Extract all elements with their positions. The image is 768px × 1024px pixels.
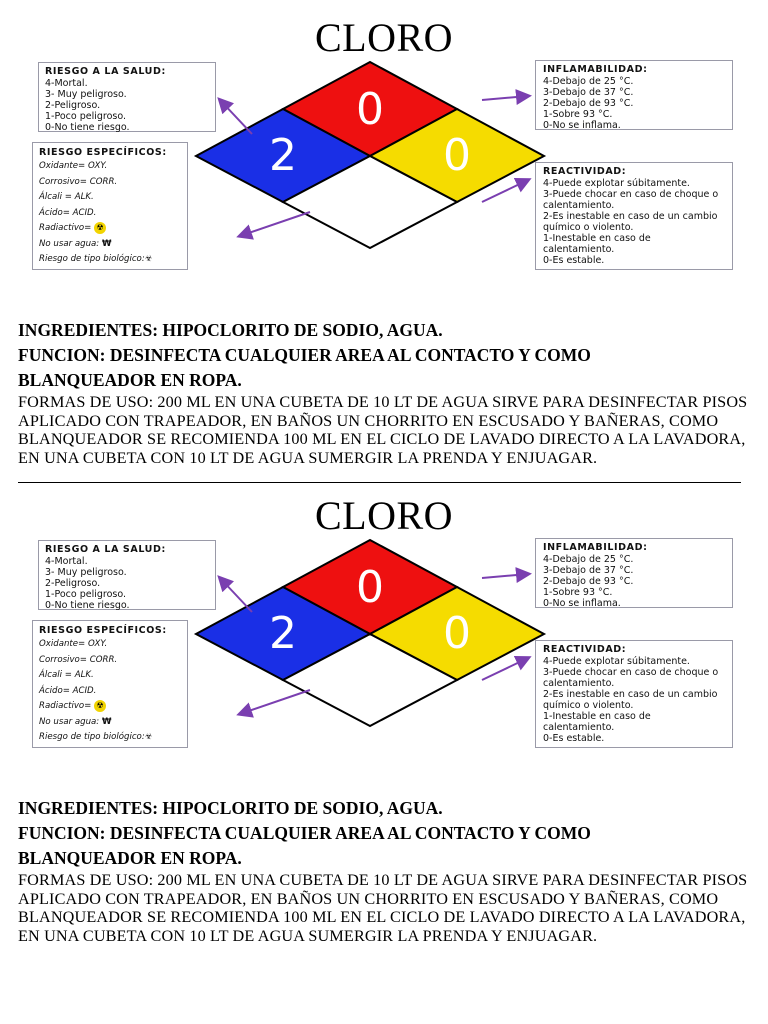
specific-item-label: No usar agua: [39, 716, 100, 727]
specific-item: Álcali = ALK. [39, 192, 94, 202]
specific-item: Oxidante= OXY. [39, 161, 108, 171]
health-risk-header: RIESGO A LA SALUD: [45, 544, 166, 555]
nfpa-reactivity-value: 0 [443, 130, 471, 181]
reactivity-item: 3-Puede chocar en caso de choque o calentamiento. [543, 189, 719, 211]
specific-risk-box [32, 142, 188, 270]
flammability-item: 0-No se inflama. [543, 598, 621, 609]
usage-line: FORMAS DE USO: 200 ML EN UNA CUBETA DE 10 LT DE AGUA SIRVE PARA DESINFECTAR PISOS [18, 393, 748, 411]
chlorine-label-bottom [0, 478, 768, 950]
function-line: FUNCION: DESINFECTA CUALQUIER AREA AL CONTACTO Y COMO [18, 345, 591, 365]
arrow-to-health [220, 578, 252, 612]
ingredients-line: INGREDIENTES: HIPOCLORITO DE SODIO, AGUA. [18, 320, 443, 340]
reactivity-item: 0-Es estable. [543, 733, 605, 744]
specific-item [39, 237, 181, 253]
biohazard-icon: ☣ [144, 254, 153, 264]
product-text [18, 318, 758, 467]
reactivity-item: 2-Es inestable en caso de un cambio químico o violento. [543, 689, 718, 711]
flammability-item: 3-Debajo de 37 °C. [543, 87, 634, 98]
reactivity-item: 3-Puede chocar en caso de choque o calentamiento. [543, 667, 719, 689]
arrow-to-health [220, 100, 252, 134]
usage-line: FORMAS DE USO: 200 ML EN UNA CUBETA DE 10 LT DE AGUA SIRVE PARA DESINFECTAR PISOS [18, 871, 748, 889]
reactivity-item: 1-Inestable en caso de calentamiento. [543, 233, 651, 255]
radiation-icon: ☢ [94, 222, 106, 234]
specific-item-label: Riesgo de tipo biológico: [39, 732, 145, 742]
health-risk-header: RIESGO A LA SALUD: [45, 66, 166, 77]
specific-item-label: No usar agua: [39, 238, 100, 249]
arrow-to-special [240, 212, 310, 236]
flammability-item: 2-Debajo de 93 °C. [543, 98, 634, 109]
no-water-icon: ₩ [101, 238, 112, 249]
health-item: 0-No tiene riesgo. [45, 600, 130, 611]
function-line: FUNCION: DESINFECTA CUALQUIER AREA AL CONTACTO Y COMO [18, 823, 591, 843]
no-water-icon: ₩ [101, 716, 112, 727]
flammability-item: 1-Sobre 93 °C. [543, 109, 613, 120]
specific-risk-header: RIESGO ESPECÍFICOS: [39, 147, 167, 158]
biohazard-icon: ☣ [144, 732, 153, 742]
arrow-to-flammability [482, 96, 528, 100]
specific-item: Oxidante= OXY. [39, 639, 108, 649]
flammability-box [535, 538, 733, 608]
usage-line: APLICADO CON TRAPEADOR, EN BAÑOS UN CHORRITO EN ESCUSADO Y BAÑERAS, COMO [18, 411, 719, 430]
health-item: 4-Mortal. [45, 556, 88, 567]
specific-item: Ácido= ACID. [39, 685, 97, 696]
reactivity-header: REACTIVIDAD: [543, 644, 627, 655]
flammability-header: INFLAMABILIDAD: [543, 64, 648, 75]
arrow-to-flammability [482, 574, 528, 578]
specific-item-label: Radiactivo= [39, 223, 92, 233]
arrow-to-special [240, 690, 310, 714]
usage-line: APLICADO CON TRAPEADOR, EN BAÑOS UN CHORRITO EN ESCUSADO Y BAÑERAS, COMO [18, 889, 719, 908]
specific-item [39, 252, 181, 268]
specific-item: Corrosivo= CORR. [39, 176, 118, 187]
health-item: 3- Muy peligroso. [45, 567, 127, 578]
label-title: CLORO [314, 15, 454, 60]
health-risk-box [38, 62, 216, 132]
health-item: 4-Mortal. [45, 78, 88, 89]
reactivity-item: 2-Es inestable en caso de un cambio químico o violento. [543, 211, 718, 233]
reactivity-item: 0-Es estable. [543, 255, 605, 266]
specific-item [39, 715, 181, 731]
reactivity-box [535, 640, 733, 748]
specific-item-label: Riesgo de tipo biológico: [39, 254, 145, 264]
health-item: 2-Peligroso. [45, 100, 101, 111]
flammability-item: 0-No se inflama. [543, 120, 621, 131]
health-item: 0-No tiene riesgo. [45, 122, 130, 133]
nfpa-reactivity-value: 0 [443, 608, 471, 659]
specific-item: Corrosivo= CORR. [39, 654, 118, 665]
nfpa-health-value: 2 [269, 130, 297, 181]
reactivity-header: REACTIVIDAD: [543, 166, 627, 177]
specific-item [39, 221, 181, 237]
nfpa-health-value: 2 [269, 608, 297, 659]
specific-item-label: Radiactivo= [39, 701, 92, 711]
specific-item [39, 730, 181, 746]
flammability-header: INFLAMABILIDAD: [543, 542, 648, 553]
flammability-item: 2-Debajo de 93 °C. [543, 576, 634, 587]
chlorine-label-top [0, 0, 768, 472]
health-risk-box [38, 540, 216, 610]
reactivity-item: 4-Puede explotar súbitamente. [543, 656, 690, 667]
flammability-item: 4-Debajo de 25 °C. [543, 76, 634, 87]
flammability-item: 1-Sobre 93 °C. [543, 587, 613, 598]
function-line: BLANQUEADOR EN ROPA. [18, 370, 242, 390]
label-title: CLORO [314, 493, 454, 538]
health-item: 3- Muy peligroso. [45, 89, 127, 100]
flammability-box [535, 60, 733, 130]
product-text [18, 796, 758, 945]
flammability-item: 4-Debajo de 25 °C. [543, 554, 634, 565]
reactivity-item: 1-Inestable en caso de calentamiento. [543, 711, 651, 733]
health-item: 1-Poco peligroso. [45, 589, 127, 600]
health-item: 1-Poco peligroso. [45, 111, 127, 122]
specific-item [39, 699, 181, 715]
nfpa-flammability-value: 0 [356, 84, 384, 135]
usage-line: BLANQUEADOR SE RECOMIENDA 100 ML EN EL CICLO DE LAVADO DIRECTO A LA LAVADORA, [18, 908, 746, 926]
function-line: BLANQUEADOR EN ROPA. [18, 848, 242, 868]
reactivity-item: 4-Puede explotar súbitamente. [543, 178, 690, 189]
nfpa-diamond [190, 60, 550, 250]
flammability-item: 3-Debajo de 37 °C. [543, 565, 634, 576]
nfpa-diamond [190, 538, 550, 728]
specific-item: Ácido= ACID. [39, 207, 97, 218]
specific-item: Álcali = ALK. [39, 670, 94, 680]
specific-risk-box [32, 620, 188, 748]
radiation-icon: ☢ [94, 700, 106, 712]
usage-line: BLANQUEADOR SE RECOMIENDA 100 ML EN EL CICLO DE LAVADO DIRECTO A LA LAVADORA, [18, 430, 746, 448]
reactivity-box [535, 162, 733, 270]
usage-line: EN UNA CUBETA CON 10 LT DE AGUA SUMERGIR LA PRENDA Y ENJUAGAR. [18, 448, 598, 467]
ingredients-line: INGREDIENTES: HIPOCLORITO DE SODIO, AGUA. [18, 798, 443, 818]
usage-line: EN UNA CUBETA CON 10 LT DE AGUA SUMERGIR LA PRENDA Y ENJUAGAR. [18, 926, 598, 945]
nfpa-flammability-value: 0 [356, 562, 384, 613]
specific-risk-header: RIESGO ESPECÍFICOS: [39, 625, 167, 636]
health-item: 2-Peligroso. [45, 578, 101, 589]
